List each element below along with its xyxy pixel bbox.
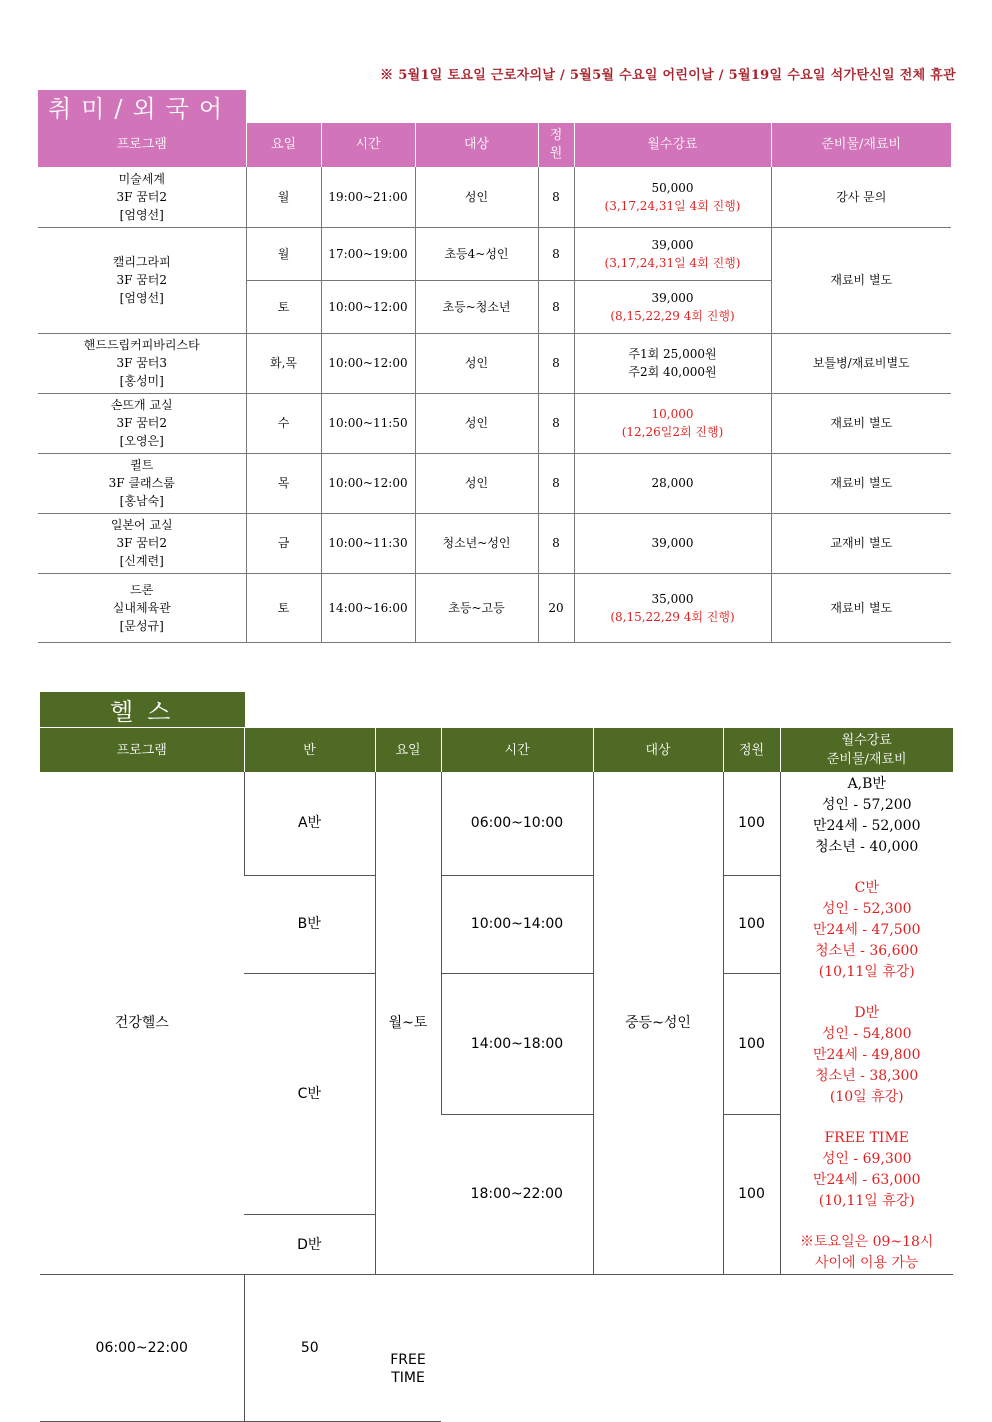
fee-block-c — [781, 878, 954, 983]
gym-fee-cell — [780, 772, 953, 1275]
capacity-cell: 8 — [538, 333, 574, 393]
program-name: 핸드드립커피바리스타 — [83, 338, 200, 352]
day-cell: 수 — [246, 393, 321, 453]
time-cell: 06:00~10:00 — [441, 772, 593, 875]
fee-cell: 39,000 — [574, 513, 771, 573]
header-fee-line2: 준비물/재료비 — [826, 752, 907, 767]
fee-note: (8,15,22,29 4회 진행) — [610, 609, 735, 624]
program-teacher: [엄영선] — [119, 291, 164, 305]
capacity-cell: 8 — [538, 227, 574, 280]
class-cell: C반 — [244, 973, 375, 1215]
fee-cell — [574, 333, 771, 393]
gym-schedule-table — [40, 728, 953, 1422]
table-row — [38, 167, 951, 227]
fee-note: (3,17,24,31일 4회 진행) — [604, 255, 741, 270]
header-class: 반 — [244, 728, 375, 772]
header-capacity: 정원 — [538, 123, 574, 167]
day-cell: 목 — [246, 453, 321, 513]
program-room: 3F 꿈터2 — [116, 189, 168, 204]
program-room: 3F 꿈터2 — [116, 273, 168, 287]
table-row — [40, 1275, 953, 1317]
fee-amount-2: 주2회 40,000원 — [628, 365, 717, 379]
program-name: 손뜨개 교실 — [110, 398, 173, 412]
day-cell: 토 — [246, 280, 321, 333]
program-cell — [38, 227, 246, 333]
header-program: 프로그램 — [38, 123, 246, 167]
fee-amount: 주1회 25,000원 — [628, 347, 717, 361]
header-target: 대상 — [593, 728, 723, 772]
fee-c-note: (10,11일 휴강) — [818, 964, 915, 980]
header-time: 시간 — [321, 123, 415, 167]
time-cell: 10:00~12:00 — [321, 453, 415, 513]
capacity-cell: 8 — [538, 280, 574, 333]
day-cell: 화,목 — [246, 333, 321, 393]
program-cell — [38, 167, 246, 227]
program-room: 3F 꿈터2 — [116, 536, 168, 550]
fee-cell: 28,000 — [574, 453, 771, 513]
time-cell: 06:00~22:00 — [40, 1275, 244, 1422]
time-cell: 18:00~22:00 — [441, 1114, 593, 1274]
time-cell: 14:00~18:00 — [441, 973, 593, 1114]
program-room: 3F 꿈터2 — [116, 416, 168, 430]
fee-d-age24: 만24세 - 49,800 — [813, 1047, 921, 1063]
header-target: 대상 — [415, 123, 538, 167]
class-cell: D반 — [244, 1215, 375, 1275]
table-row — [38, 393, 951, 453]
program-room: 실내체육관 — [112, 600, 171, 615]
fee-cell — [574, 227, 771, 280]
prep-cell: 교재비 별도 — [771, 513, 951, 573]
closure-notice: ※ 5월1일 토요일 근로자의날 / 5월5월 수요일 어린이날 / 5월19일 수요일 석가탄신일 전체 휴관 — [380, 68, 956, 83]
fee-d-title: D반 — [854, 1005, 880, 1021]
program-teacher: [오영은] — [119, 434, 164, 448]
header-prep: 준비물/재료비 — [771, 123, 951, 167]
gym-program-cell: 건강헬스 — [40, 772, 244, 1275]
fee-d-youth: 청소년 - 38,300 — [815, 1068, 919, 1084]
program-teacher: [홍남숙] — [119, 494, 164, 508]
fee-amount: 39,000 — [651, 237, 694, 252]
program-name: 미술세계 — [118, 171, 165, 186]
fee-free-title: FREE TIME — [824, 1130, 910, 1146]
fee-c-youth: 청소년 - 36,600 — [815, 943, 919, 959]
target-cell: 초등~고등 — [415, 573, 538, 642]
fee-sat-line1: ※토요일은 09~18시 — [800, 1234, 934, 1250]
day-cell: 토 — [246, 573, 321, 642]
time-cell: 10:00~12:00 — [321, 280, 415, 333]
header-capacity: 정원 — [723, 728, 780, 772]
capacity-cell: 100 — [723, 1114, 780, 1274]
table-row — [38, 513, 951, 573]
target-cell: 초등4~성인 — [415, 227, 538, 280]
time-cell: 10:00~12:00 — [321, 333, 415, 393]
table-row — [38, 227, 951, 280]
prep-cell: 강사 문의 — [771, 167, 951, 227]
prep-cell: 재료비 별도 — [771, 393, 951, 453]
gym-day-cell: 월~토 — [375, 772, 441, 1275]
fee-block-free — [781, 1128, 954, 1212]
gym-header-row — [40, 728, 953, 772]
table-row — [38, 573, 951, 642]
program-teacher: [문성규] — [119, 618, 164, 633]
time-cell: 19:00~21:00 — [321, 167, 415, 227]
fee-c-adult: 성인 - 52,300 — [821, 901, 912, 917]
hobby-schedule-table — [38, 123, 951, 643]
header-day: 요일 — [246, 123, 321, 167]
target-cell: 성인 — [415, 453, 538, 513]
hobby-section-title: 취미/외국어 — [38, 90, 246, 123]
fee-saturday-note — [781, 1232, 954, 1274]
program-teacher: [홍성미] — [119, 374, 164, 388]
fee-cell — [574, 280, 771, 333]
prep-cell: 재료비 별도 — [771, 453, 951, 513]
program-name: 일본어 교실 — [110, 518, 173, 532]
gym-section-title: 헬스 — [40, 692, 245, 727]
fee-d-note: (10일 휴강) — [829, 1089, 904, 1105]
program-cell — [38, 573, 246, 642]
fee-sat-line2: 사이에 이용 가능 — [814, 1255, 919, 1271]
prep-cell: 보틀병/재료비별도 — [771, 333, 951, 393]
prep-cell: 재료비 별도 — [771, 573, 951, 642]
fee-ab-age24: 만24세 - 52,000 — [813, 818, 921, 834]
gym-target-cell: 중등~성인 — [593, 772, 723, 1275]
header-time: 시간 — [441, 728, 593, 772]
class-cell: FREE TIME — [375, 1317, 441, 1422]
program-teacher: [신계련] — [119, 554, 164, 568]
capacity-cell: 50 — [244, 1275, 375, 1422]
fee-note: (3,17,24,31일 4회 진행) — [604, 198, 741, 213]
time-cell: 10:00~11:50 — [321, 393, 415, 453]
time-cell: 10:00~11:30 — [321, 513, 415, 573]
class-cell: A반 — [244, 772, 375, 875]
target-cell: 청소년~성인 — [415, 513, 538, 573]
fee-amount: 35,000 — [651, 591, 694, 606]
header-program: 프로그램 — [40, 728, 244, 772]
program-name: 퀼트 — [130, 458, 154, 472]
program-cell — [38, 333, 246, 393]
capacity-cell: 8 — [538, 513, 574, 573]
program-cell — [38, 453, 246, 513]
header-fee — [780, 728, 953, 772]
capacity-cell: 8 — [538, 453, 574, 513]
target-cell: 성인 — [415, 167, 538, 227]
program-name: 캘리그라피 — [112, 255, 171, 269]
fee-ab-youth: 청소년 - 40,000 — [815, 839, 919, 855]
fee-d-adult: 성인 - 54,800 — [821, 1026, 912, 1042]
fee-ab-adult: 성인 - 57,200 — [821, 797, 912, 813]
fee-note: (12,26일2회 진행) — [621, 425, 724, 439]
fee-c-title: C반 — [854, 880, 879, 896]
capacity-cell: 100 — [723, 875, 780, 973]
class-cell: B반 — [244, 875, 375, 973]
day-cell: 월 — [246, 167, 321, 227]
fee-ab-title: A,B반 — [847, 776, 886, 792]
target-cell: 성인 — [415, 333, 538, 393]
program-teacher: [엄영선] — [119, 207, 164, 222]
fee-block-ab — [781, 774, 954, 858]
fee-free-note: (10,11일 휴강) — [818, 1193, 915, 1209]
program-room: 3F 꿈터3 — [116, 356, 168, 370]
fee-amount: 10,000 — [651, 407, 694, 421]
header-fee: 월수강료 — [574, 123, 771, 167]
capacity-cell: 100 — [723, 973, 780, 1114]
fee-free-age24: 만24세 - 63,000 — [813, 1172, 921, 1188]
time-cell: 10:00~14:00 — [441, 875, 593, 973]
day-cell: 월 — [246, 227, 321, 280]
prep-cell: 재료비 별도 — [771, 227, 951, 333]
fee-cell — [574, 167, 771, 227]
capacity-cell: 20 — [538, 573, 574, 642]
fee-note: (8,15,22,29 4회 진행) — [610, 308, 735, 323]
program-name: 드론 — [130, 582, 154, 597]
fee-block-d — [781, 1003, 954, 1108]
time-cell: 17:00~19:00 — [321, 227, 415, 280]
table-row — [40, 772, 953, 875]
header-fee-line1: 월수강료 — [841, 733, 892, 748]
capacity-cell: 8 — [538, 393, 574, 453]
capacity-cell: 8 — [538, 167, 574, 227]
time-cell: 14:00~16:00 — [321, 573, 415, 642]
target-cell: 초등~청소년 — [415, 280, 538, 333]
fee-amount: 50,000 — [651, 180, 694, 195]
target-cell: 성인 — [415, 393, 538, 453]
table-row — [38, 333, 951, 393]
program-cell — [38, 513, 246, 573]
capacity-cell: 100 — [723, 772, 780, 875]
header-day: 요일 — [375, 728, 441, 772]
fee-c-age24: 만24세 - 47,500 — [813, 922, 921, 938]
hobby-header-row — [38, 123, 951, 167]
program-room: 3F 클래스룸 — [108, 476, 175, 490]
fee-free-adult: 성인 - 69,300 — [821, 1151, 912, 1167]
program-cell — [38, 393, 246, 453]
fee-amount: 39,000 — [651, 290, 694, 305]
fee-cell — [574, 573, 771, 642]
fee-cell — [574, 393, 771, 453]
table-row — [38, 453, 951, 513]
day-cell: 금 — [246, 513, 321, 573]
